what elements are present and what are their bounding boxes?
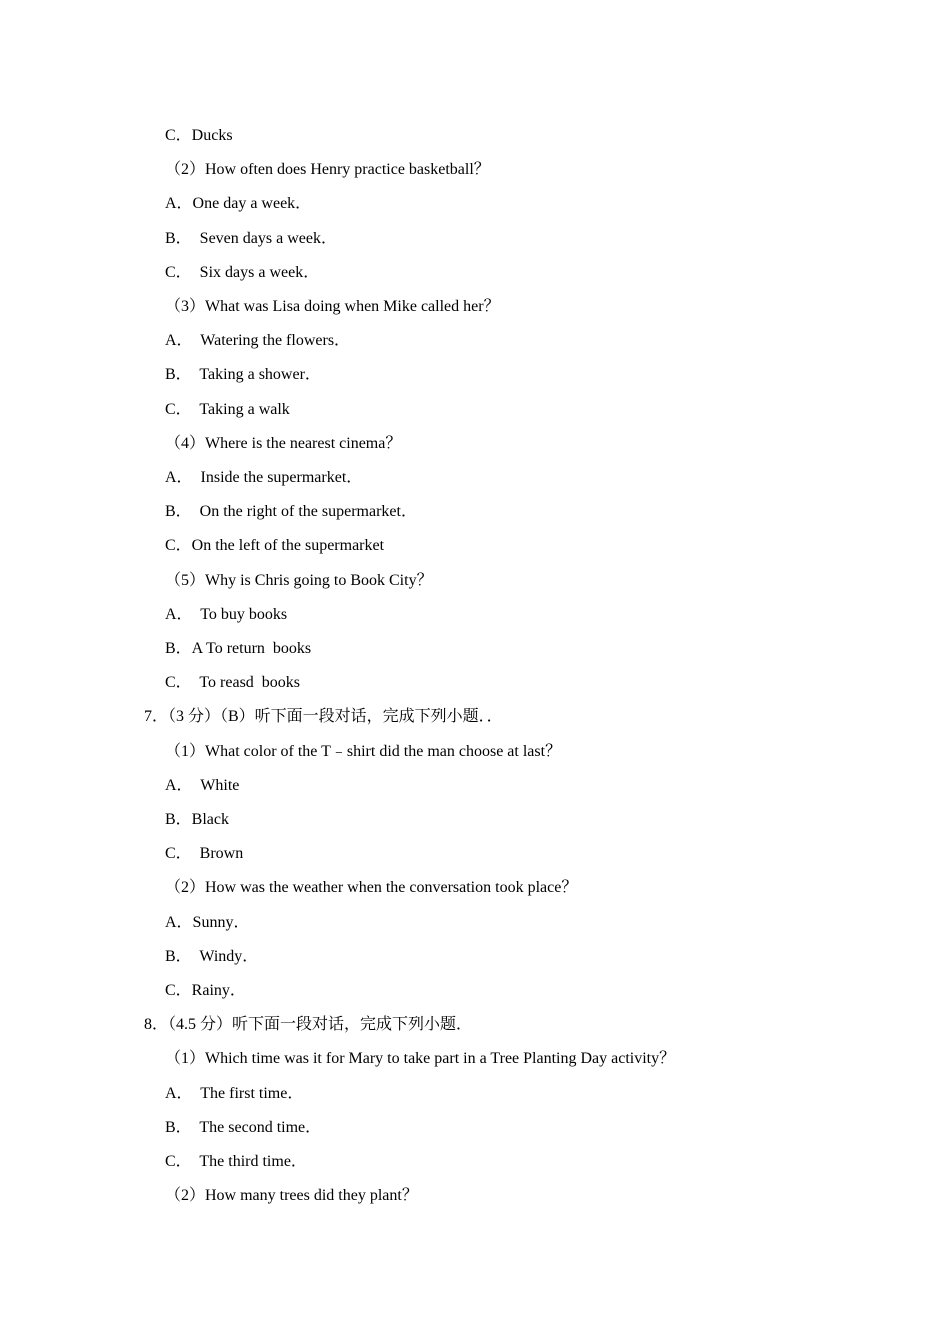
- sub-question: （2）How often does Henry practice basketball？: [165, 161, 490, 178]
- answer-option: C． Brown: [165, 845, 244, 862]
- sub-question: （2）How was the weather when the conversation took place？: [165, 879, 578, 896]
- answer-option: B． The second time．: [165, 1119, 322, 1136]
- answer-option: B． Seven days a week．: [165, 230, 337, 247]
- sub-question: （3）What was Lisa doing when Mike called her？: [165, 298, 500, 315]
- answer-option: A． Watering the flowers．: [165, 332, 351, 349]
- answer-option: C． Taking a walk: [165, 401, 290, 418]
- answer-option: B． Windy．: [165, 948, 259, 965]
- sub-question: （4）Where is the nearest cinema？: [165, 435, 402, 452]
- answer-option: A．One day a week．: [165, 195, 312, 212]
- answer-option: B． On the right of the supermarket．: [165, 503, 417, 520]
- sub-question: （1）Which time was it for Mary to take part in a Tree Planting Day activity？: [165, 1050, 676, 1067]
- sub-question: （1）What color of the T﹣shirt did the man choose at last？: [165, 743, 562, 760]
- answer-option: A． Inside the supermarket．: [165, 469, 363, 486]
- answer-option: C． Six days a week．: [165, 264, 320, 281]
- answer-option: A． The first time．: [165, 1085, 304, 1102]
- answer-option: A． To buy books: [165, 606, 288, 623]
- answer-option: C． To reasd books: [165, 674, 301, 691]
- answer-option: C．Ducks: [165, 127, 233, 144]
- answer-option: C．On the left of the supermarket: [165, 537, 385, 554]
- question-heading: 8．（4.5 分）听下面一段对话，完成下列小题．: [144, 1016, 473, 1033]
- answer-option: C． The third time．: [165, 1153, 307, 1170]
- answer-option: A．Sunny．: [165, 914, 250, 931]
- answer-option: B．A To return books: [165, 640, 312, 657]
- question-heading: 7．（3 分）（B）听下面一段对话，完成下列小题．．: [144, 708, 503, 725]
- answer-option: A． White: [165, 777, 240, 794]
- sub-question: （2）How many trees did they plant？: [165, 1187, 418, 1204]
- answer-option: B．Black: [165, 811, 229, 828]
- answer-option: B． Taking a shower．: [165, 366, 321, 383]
- answer-option: C．Rainy．: [165, 982, 246, 999]
- sub-question: （5）Why is Chris going to Book City？: [165, 572, 433, 589]
